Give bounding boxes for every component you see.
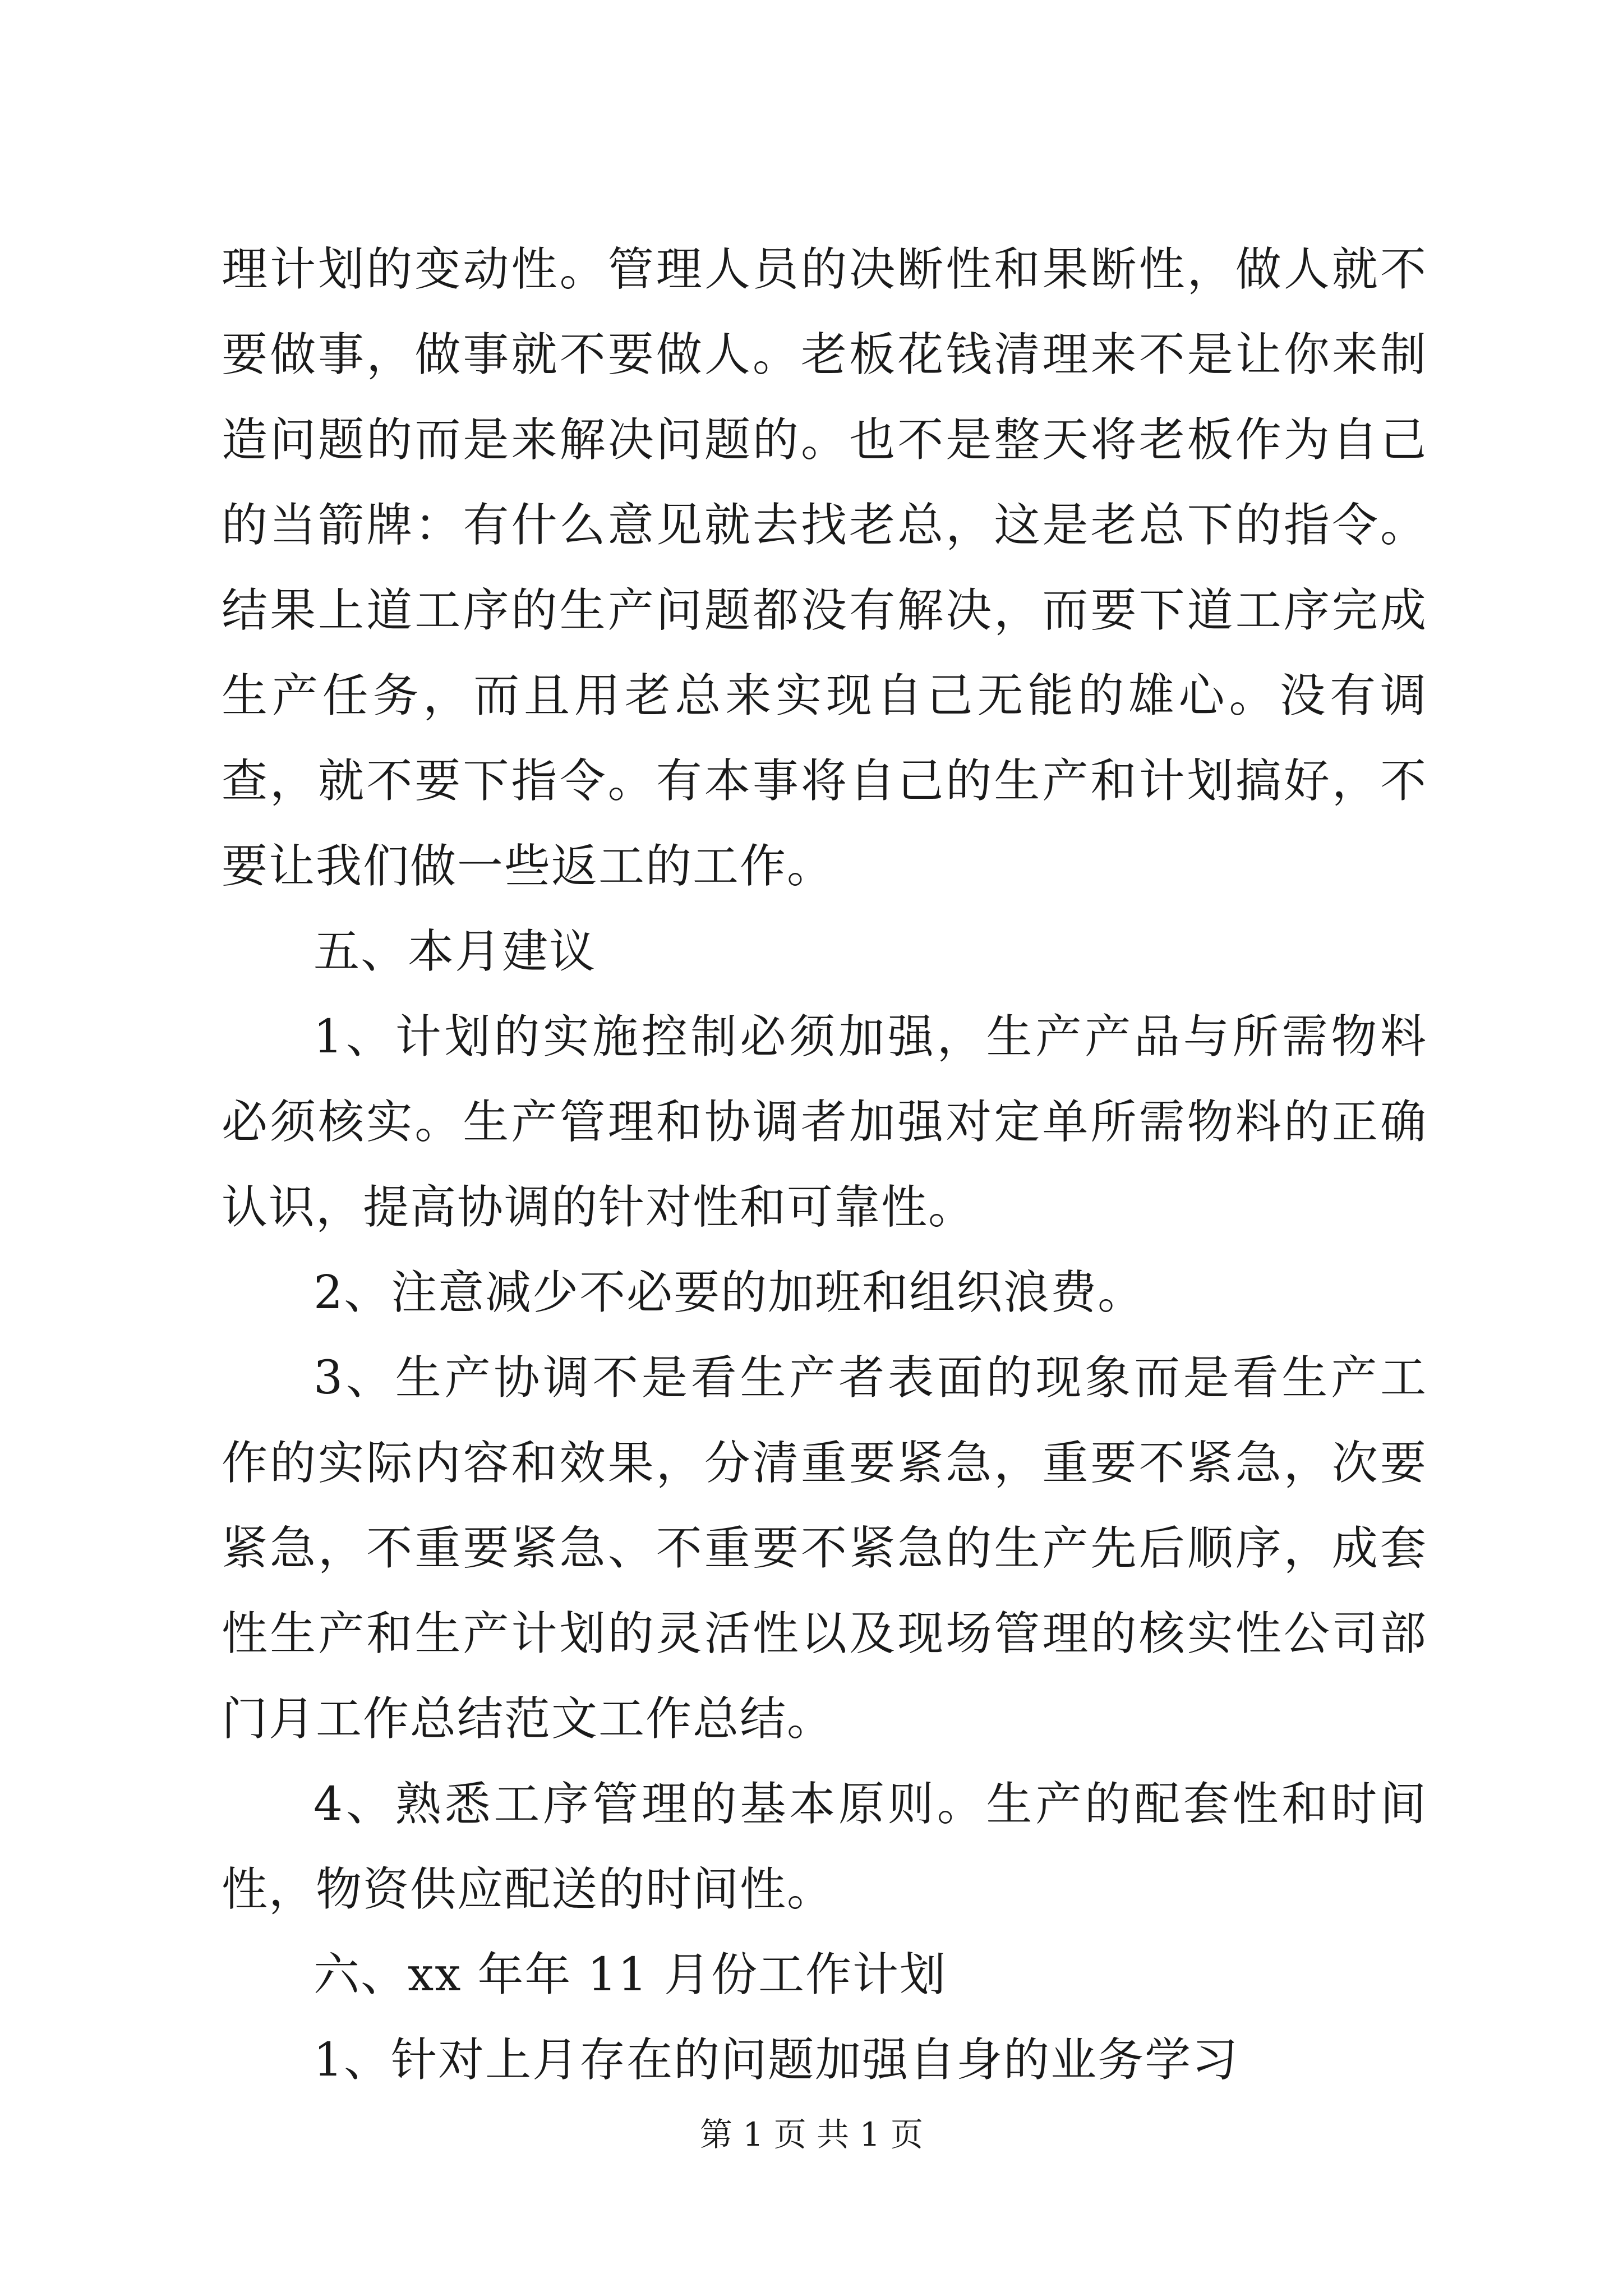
section-heading-work-plan: 六、xx 年年 11 月份工作计划 bbox=[313, 1948, 947, 2001]
paragraph: 1、针对上月存在的问题加强自身的业务学习 bbox=[313, 2033, 1239, 2087]
document-body bbox=[222, 227, 1427, 2103]
paragraph: 理计划的变动性。管理人员的决断性和果断性，做人就不要做事，做事就不要做人。老板花钱清理来不是让你来制造问题的而是来解决问题的。也不是整天将老板作为自己的当箭牌：有什么意见就去找老总，这是老总下的指令。结果上道工序的生产问题都没有解决，而要下道工序完成生产任务，而且用老总来实现自己无能的雄心。没有调查，就不要下指令。有本事将自己的生产和计划搞好，不要让我们做一些返工的工作。 bbox=[222, 243, 1427, 893]
paragraph: 2、注意减少不必要的加班和组织浪费。 bbox=[313, 1266, 1145, 1319]
section-heading-recommendations: 五、本月建议 bbox=[313, 925, 597, 978]
paragraph: 3、生产协调不是看生产者表面的现象而是看生产工作的实际内容和效果，分清重要紧急，重要不紧急，次要紧急，不重要紧急、不重要不紧急的生产先后顺序，成套性生产和生产计划的灵活性以及现场管理的核实性公司部门月工作总结范文工作总结。 bbox=[222, 1351, 1427, 1746]
paragraph: 4、熟悉工序管理的基本原则。生产的配套性和时间性，物资供应配送的时间性。 bbox=[222, 1778, 1427, 1916]
paragraph: 1、计划的实施控制必须加强，生产产品与所需物料必须核实。生产管理和协调者加强对定单所需物料的正确认识，提高协调的针对性和可靠性。 bbox=[222, 1010, 1427, 1234]
page-number-footer: 第 1 页 共 1 页 bbox=[700, 2115, 923, 2154]
